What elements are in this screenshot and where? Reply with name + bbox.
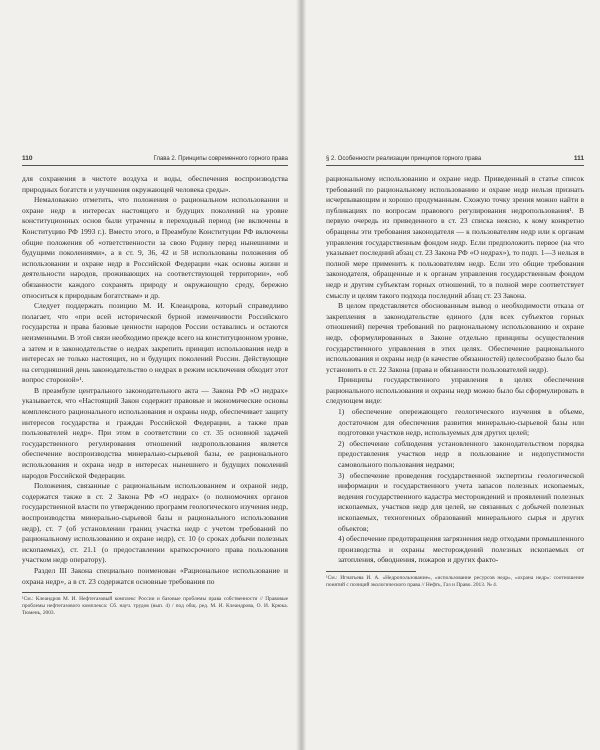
paragraph: рациональному использованию и охране недр. Приведенный в статье список требований по рациональному использованию и охране недр нельзя признать исчерпывающим и хорошо продуманным. Схожую точку зрения можно найти в публикациях по вопросам правового регулирования недропользования¹. В первую очередь из приведенного в ст. 23 списка неясно, к кому конкретно обращены эти требования законодателя — к пользователям недр или к органам управления государственным фондом недр. Если предположить первое (на что указывает последний абзац ст. 23 Закона РФ «О недрах»), то подп. 1—3 нельзя в полной мере применить к пользователям недр. Если это общие требования законодателя, обращенные и к органам управления государственным фондом недр и другим субъектам горных отношений, то в полной мере соответствует смыслу и целям такого подхода последний абзац ст. 23 Закона. (326, 174, 584, 300)
list-item: 1) обеспечение опережающего геологического изучения в объеме, достаточном для обеспечения развития минерально-сырьевой базы или подготовки участков недр, используемых для других целей; (338, 407, 584, 438)
book-gutter (296, 0, 306, 750)
paragraph: для сохранения в чистоте воздуха и воды, обеспечения воспроизводства природных богатств и улучшения окружающей человека среды». (22, 174, 288, 194)
footnote-rule (22, 592, 112, 593)
right-page (326, 154, 584, 589)
right-page-number: 111 (573, 155, 584, 162)
footnote-rule (326, 571, 416, 572)
list-item: 4) обеспечение предотвращения загрязнения недр отходами промышленного производства и охраны месторождений полезных ископаемых от затопления, обводнения, пожаров и других факто- (338, 534, 584, 565)
paragraph: Положения, связанные с рациональным использованием и охраной недр, содержатся также в ст. 2 Закона РФ «О недрах» (о полномочиях органов государственной власти по утверждению программ геологического изучения недр, воспроизводства минерально-сырьевой базы и рационального использования недр), ст. 7 (об установлении границ участка недр с учетом требований по рациональному использованию и охране недр), ст. 10 (о сроках добычи полезных ископаемых), ст. 21.1 (о предоставлении краткосрочного права пользования участком недр оператору). (22, 481, 288, 565)
paragraph: Принципы государственного управления в целях обеспечения рационального использования и охраны недр можно было бы сформулировать в следующем виде: (326, 375, 584, 406)
left-running-head: Глава 2. Принципы современного горного права (153, 155, 288, 162)
list-item: 2) обеспечение соблюдения установленного законодательством порядка предоставления участков недр в пользование и недопустимости самовольного пользования недрами; (338, 438, 584, 470)
paragraph: Следует поддержать позицию М. И. Клеандрова, который справедливо полагает, что «при всей исторической бурной изменчивости Российского государства и права базовые ценности народов России оставались и остаются неизменными. В этой связи необходимо прежде всего на конституционном уровне, а затем и в законодательстве о недрах закрепить принцип использования недр в интересах не только настоящих, но и будущих поколений России. Действующие на сегодняшний день законодательство о недрах в режим исключения обходит этот вопрос стороной»¹. (22, 301, 288, 385)
list-item: 3) обеспечение проведения государственной экспертизы геологической информации и государственного учета запасов полезных ископаемых, ведения государственного кадастра месторождений и проявлений полезных ископаемых, участков недр для целей, не связанных с добычей полезных ископаемых, техногенных образований минерального сырья и других объектов; (338, 470, 584, 533)
right-page-header (326, 154, 584, 166)
left-footnote: ¹См.: Клеандров М. И. Нефтегазовый комплекс России и базовые проблемы права собственности // Правовые проблемы нефтегазового комплекса: Сб. науч. трудов (вып. 4) / под общ. ред. М. И. Клеандрова, О. И. Крюка. Тюмень, 2003. (22, 596, 288, 617)
paragraph: В преамбуле центрального законодательного акта — Закона РФ «О недрах» указывается, что «Настоящий Закон содержит правовые и экономические основы комплексного рационального использования и охраны недр, обеспечивает защиту интересов государства и граждан Российской Федерации, а также прав пользователей недр». При этом в соответствии со ст. 35 основной задачей государственного регулирования отношений недропользования является обеспечение воспроизводства минерально-сырьевой базы, ее рационального использования и охрана недр в интересах нынешнего и будущих поколений народов Российской Федерации. (22, 385, 288, 480)
right-running-head: § 2. Особенности реализации принципов горного права (326, 155, 482, 162)
paragraph: Немаловажно отметить, что положения о рациональном использовании и охране недр в интересах настоящего и будущих поколений на уровне конституционных основ были утрачены в переходный период (не включены в Конституцию РФ 1993 г.). Вместо этого, в Преамбуле Конституции РФ включены общие положения об «ответственности за свою Родину перед нынешними и будущими поколениями», а в ст. 9, 36, 42 и 58 использованы положения об использовании и охране недр в Российской Федерации «как основы жизни и деятельности народов, проживающих на соответствующей территории», «об обязанности каждого сохранять природу и окружающую среду, бережно относиться к природным богатствам» и др. (22, 195, 288, 300)
right-page-body (326, 174, 584, 566)
paragraph: В целом представляется обоснованным вывод о необходимости отказа от закрепления в законодательстве единого (для всех субъектов горных отношений) перечня требований по рациональному использованию и охране недр, сформулированных в Законе отдельно принципы осуществления государственного управления в этих целях. Обеспечение рационального использования и охраны недр (в качестве обязанностей) целесообразно было бы установить в ст. 22 Закона (права и обязанности пользователей недр). (326, 301, 584, 374)
left-page-body (22, 174, 288, 587)
left-page-number: 110 (22, 155, 33, 162)
left-page-header (22, 154, 288, 166)
paragraph: Раздел III Закона специально поименован «Рациональное использование и охрана недр», а в ст. 23 содержатся основные требования по (22, 565, 288, 586)
right-footnote: ¹См.: Игнатьева И. А. «Недропользование», «использование ресурсов недр», «охрана недр»: соотношение понятий с позиций экологического права // Нефть, Газ и Право. 2013. № 4. (326, 574, 584, 588)
left-page (22, 154, 288, 617)
